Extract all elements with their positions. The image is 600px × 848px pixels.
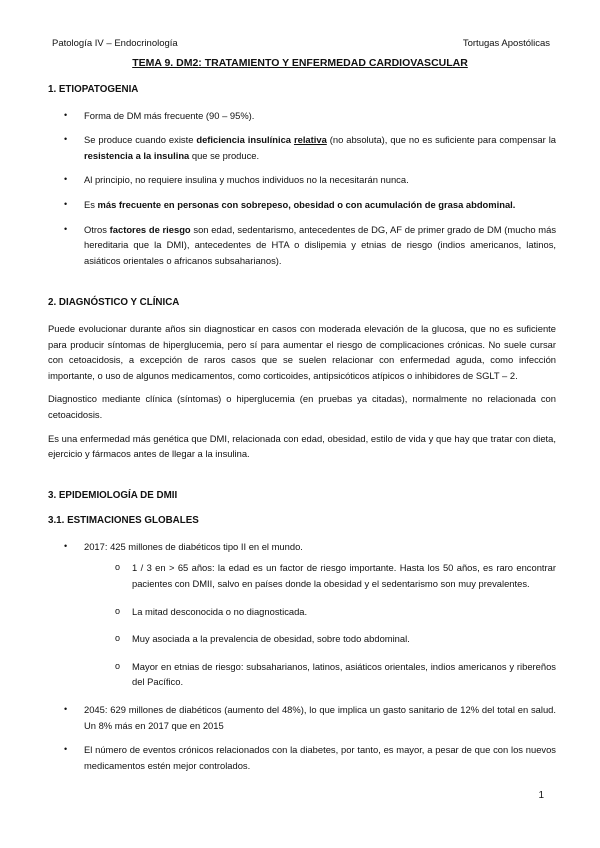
page-title: TEMA 9. DM2: TRATAMIENTO Y ENFERMEDAD CARDIOVASCULAR xyxy=(132,57,468,69)
list-item xyxy=(48,132,556,163)
list-item xyxy=(48,539,556,690)
sub-list-item: o Muy asociada a la prevalencia de obesidad, sobre todo abdominal. xyxy=(84,631,556,647)
page-number: 1 xyxy=(538,790,544,801)
list-item xyxy=(48,742,556,773)
sub-list-item: o Mayor en etnias de riesgo: subsaharianos, latinos, asiáticos orientales, indios americanos y ribereños del Pacífico. xyxy=(84,659,556,690)
section-heading-etiopatogenia: 1. ETIOPATOGENIA xyxy=(48,84,139,95)
list-item xyxy=(48,197,556,213)
paragraph: Es una enfermedad más genética que DMI, relacionada con edad, obesidad, estilo de vida y que hay que tratar con dieta, ejercicio y fármacos antes de llegar a la insulina. xyxy=(48,432,556,460)
document-body xyxy=(48,82,556,782)
section-heading-diagnostico: 2. DIAGNÓSTICO Y CLÍNICA xyxy=(48,297,180,309)
paragraph: Diagnostico mediante clínica (síntomas) o hiperglucemia (en pruebas ya citadas), normalmente no relacionada con cetoacidosis. xyxy=(48,393,556,420)
sub-list-item: o La mitad desconocida o no diagnosticada. xyxy=(84,604,556,620)
item-text: 2017: 425 millones de diabéticos tipo II en el mundo. xyxy=(84,540,303,552)
item-underlined: relativa xyxy=(293,134,327,146)
item-text: El número de eventos crónicos relacionados con la diabetes, por tanto, es mayor, a pesar de que con los nuevos medicamentos estén mejor controlados. xyxy=(84,744,556,771)
item-bold: resistencia a la insulina xyxy=(84,149,190,161)
sub-list xyxy=(84,560,556,690)
paragraph: Puede evolucionar durante años sin diagnosticar en casos con moderada elevación de la glucosa, que no es suficiente para producir síntomas de hiperglucemia, pero sí para aumentar el riesgo de complicaciones crónicas. No suele cursar con cetoacidosis, a excepción de raros casos que se suelen relacionar con enfermedad aguda, como infección importante, o uso de algunos medicamentos, como corticoides, antipsicóticos atípicos o inhibidores de SGLT – 2. xyxy=(48,322,556,381)
item-text: Forma de DM más frecuente (90 – 95%). xyxy=(84,109,255,121)
list-item xyxy=(48,702,556,733)
header-author: Tortugas Apostólicas xyxy=(462,38,550,49)
item-text: Al principio, no requiere insulina y muchos individuos no la necesitarán nunca. xyxy=(84,174,409,186)
list-item xyxy=(48,222,556,269)
section-heading-epidemiologia: 3. EPIDEMIOLOGÍA DE DMII xyxy=(48,489,178,501)
item-text: son edad, sedentarismo, antecedentes de DG, AF de primer grado de DM (mucho más hereditaria que la DMI), antecedentes de HTA o dislipemia y etnias de riesgo (indios americanos, latinos, asiáticos orientales o africanos subsaharianos). xyxy=(84,223,557,266)
item-text: Otros xyxy=(84,223,110,235)
sub-list-item: o 1 / 3 en > 65 años: la edad es un factor de riesgo importante. Hasta los 50 años, es raro encontrar pacientes con DMII, salvo en países donde la obesidad y el sedentarismo son muy prevalentes. xyxy=(84,560,556,591)
item-bold: factores de riesgo xyxy=(109,223,191,235)
item-text: 2045: 629 millones de diabéticos (aumento del 48%), lo que implica un gasto sanitario de 12% del total en salud. Un 8% más en 2017 que en 2015 xyxy=(84,704,556,731)
epidemiologia-list xyxy=(48,539,556,774)
item-text: Es xyxy=(84,198,98,210)
etiopatogenia-list xyxy=(48,108,556,269)
item-text: (no absoluta), que no es suficiente para compensar la xyxy=(326,134,556,146)
item-bold: más frecuente en personas con sobrepeso, obesidad o con acumulación de grasa abdominal. xyxy=(97,198,516,210)
header-course: Patología IV – Endocrinología xyxy=(52,38,178,49)
subsection-heading: 3.1. ESTIMACIONES GLOBALES xyxy=(48,515,199,527)
item-text: que se produce. xyxy=(189,149,260,161)
item-bold: deficiencia insulínica xyxy=(196,134,291,146)
list-item xyxy=(48,172,556,188)
list-item xyxy=(48,108,556,124)
item-text: Se produce cuando existe xyxy=(84,134,197,146)
